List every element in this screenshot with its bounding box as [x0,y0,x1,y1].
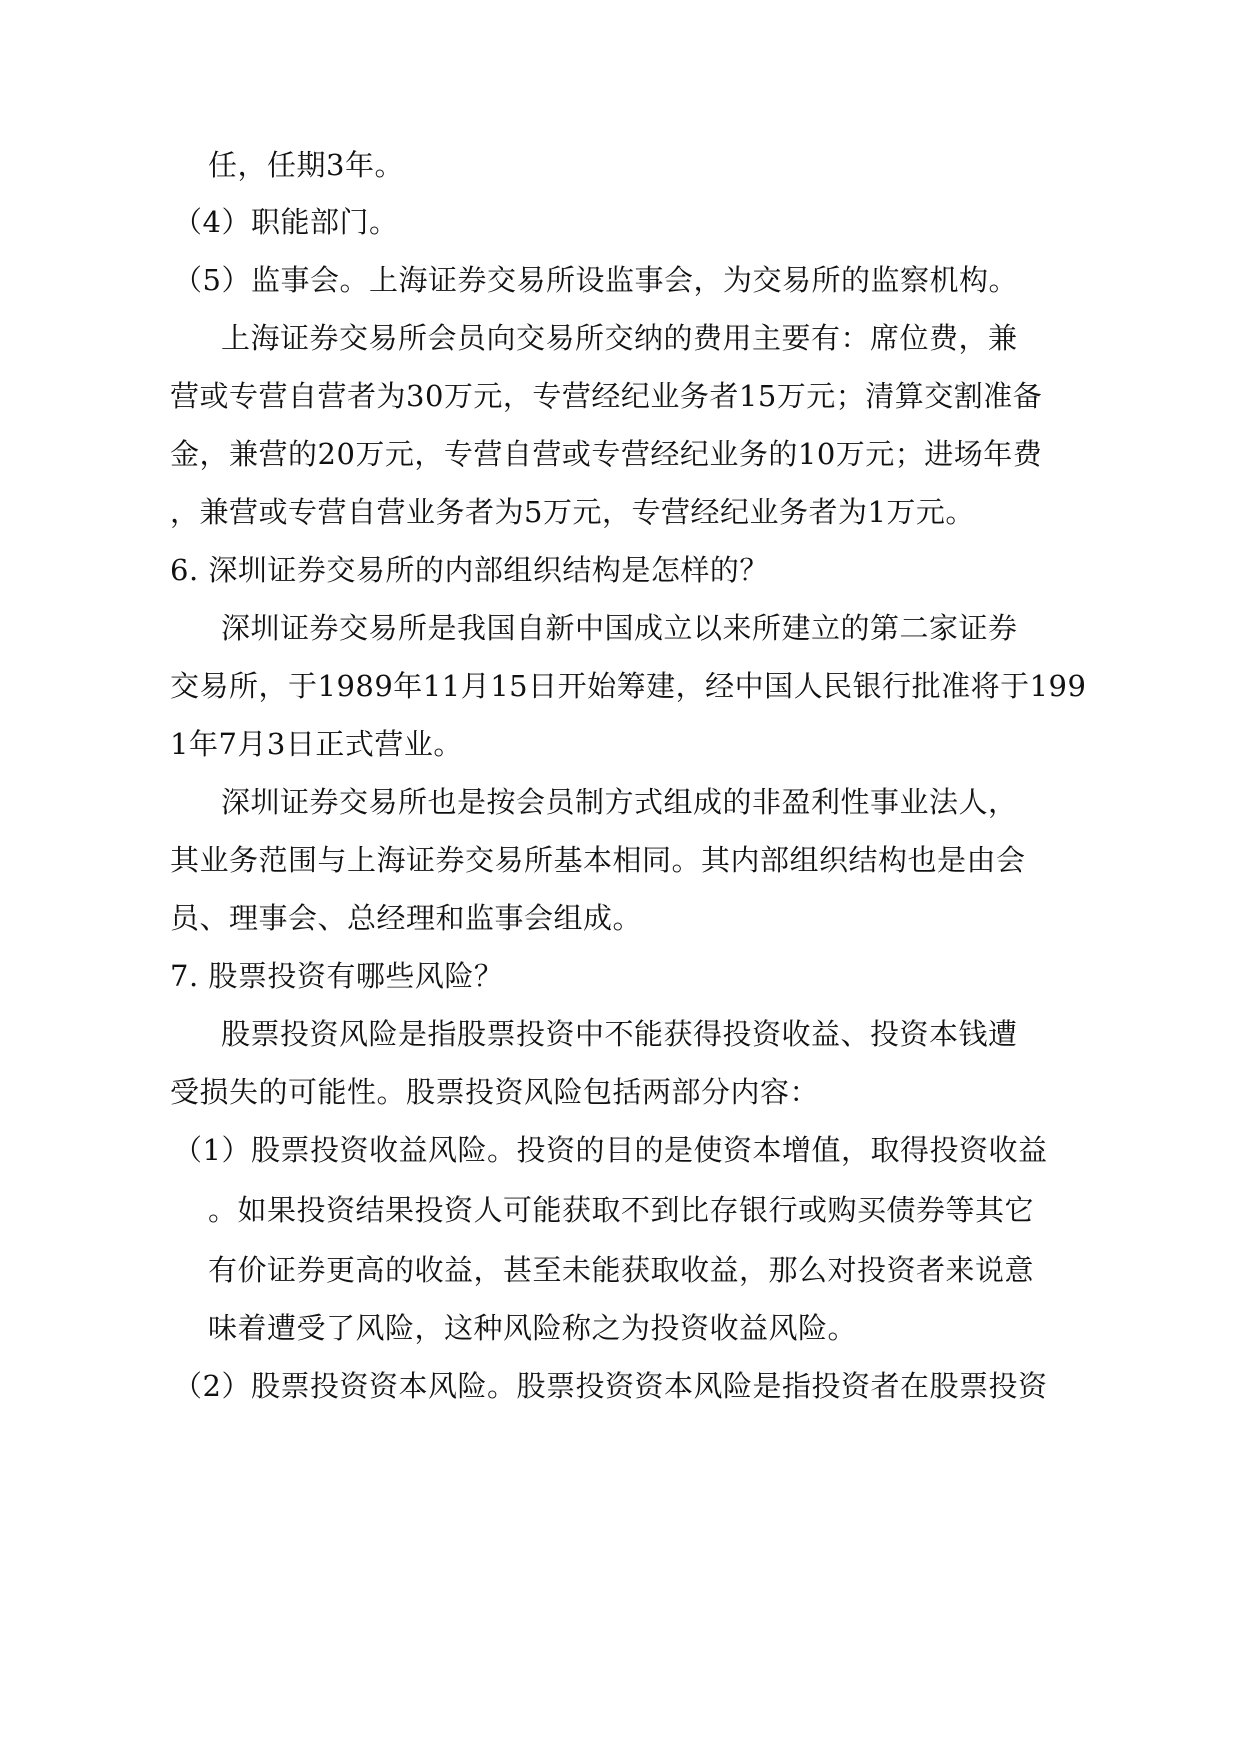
list-item-continuation: 味着遭受了风险，这种风险称之为投资收益风险。 [208,1311,858,1345]
text-line: 任，任期3年。 [208,148,404,182]
list-item-continuation: 有价证券更高的收益，甚至未能获取收益，那么对投资者来说意 [208,1253,1035,1287]
list-item-continuation: 。如果投资结果投资人可能获取不到比存银行或购买债券等其它 [208,1193,1035,1227]
paragraph-line: 上海证券交易所会员向交易所交纳的费用主要有：席位费，兼 [221,321,1018,355]
paragraph-line: 金，兼营的20万元，专营自营或专营经纪业务的10万元；进场年费 [170,437,1043,471]
paragraph-line: 交易所，于1989年11月15日开始筹建，经中国人民银行批准将于199 [170,669,1087,703]
list-item: （1）股票投资收益风险。投资的目的是使资本增值，取得投资收益 [173,1133,1048,1167]
paragraph-line: 员、理事会、总经理和监事会组成。 [170,901,643,935]
section-heading: 6. 深圳证券交易所的内部组织结构是怎样的？ [170,553,769,587]
list-item: （4）职能部门。 [173,205,399,239]
paragraph-line: 深圳证券交易所是我国自新中国成立以来所建立的第二家证券 [221,611,1018,645]
paragraph-line: 受损失的可能性。股票投资风险包括两部分内容： [170,1075,820,1109]
list-item: （5）监事会。上海证券交易所设监事会，为交易所的监察机构。 [173,263,1018,297]
list-item: （2）股票投资资本风险。股票投资资本风险是指投资者在股票投资 [173,1369,1048,1403]
paragraph-line: 其业务范围与上海证券交易所基本相同。其内部组织结构也是由会 [170,843,1026,877]
paragraph-line: 营或专营自营者为30万元，专营经纪业务者15万元；清算交割准备 [170,379,1043,413]
paragraph-line: ，兼营或专营自营业务者为5万元，专营经纪业务者为1万元。 [170,495,975,529]
section-heading: 7. 股票投资有哪些风险？ [170,959,504,993]
paragraph-line: 1年7月3日正式营业。 [170,727,463,761]
paragraph-line: 股票投资风险是指股票投资中不能获得投资收益、投资本钱遭 [221,1017,1018,1051]
paragraph-line: 深圳证券交易所也是按会员制方式组成的非盈利性事业法人， [221,785,1018,819]
